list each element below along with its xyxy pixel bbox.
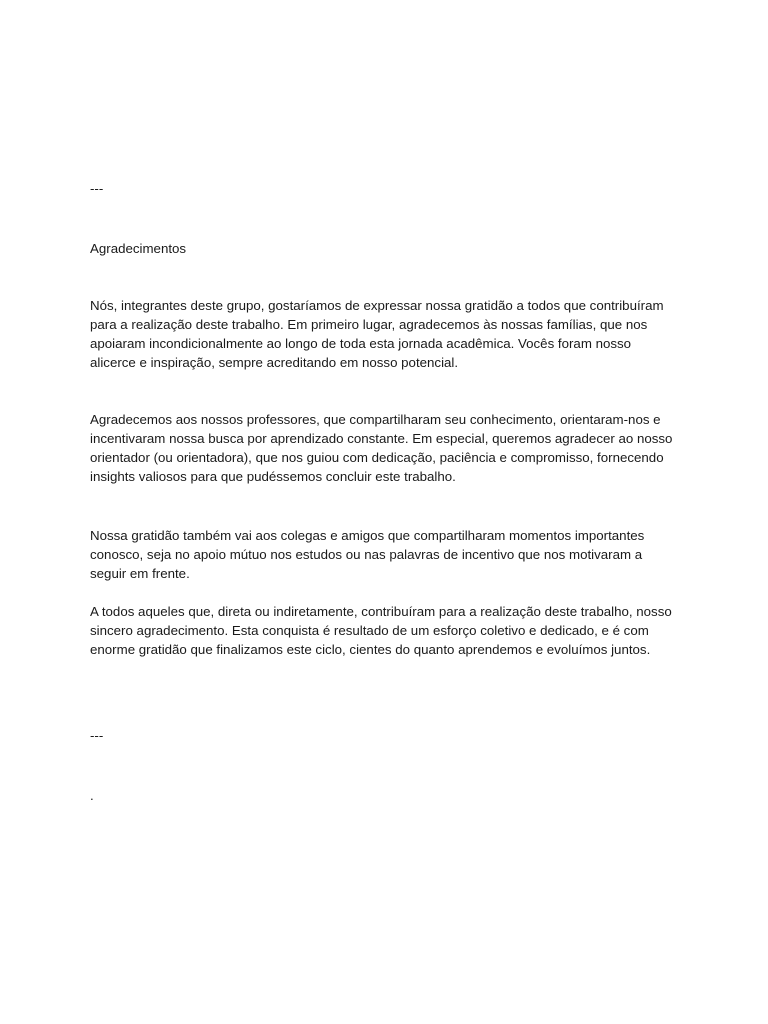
separator-top: --- bbox=[90, 181, 104, 196]
paragraph-everyone: A todos aqueles que, direta ou indiretamente, contribuíram para a realização deste trabalho, nosso sincero agradecimento. Esta conquista é resultado de um esforço coletivo e dedicado, e é com enorme gratidão que finalizamos este ciclo, cientes do quanto aprendemos e evoluímos juntos. bbox=[90, 604, 672, 657]
paragraph-professors: Agradecemos aos nossos professores, que compartilharam seu conhecimento, orientaram-nos e incentivaram nossa busca por aprendizado constante. Em especial, queremos agradecer ao nosso orientador (ou orientadora), que nos guiou com dedicação, paciência e compromisso, fornecendo insights valiosos para que pudéssemos concluir este trabalho. bbox=[90, 412, 673, 484]
paragraph-colleagues: Nossa gratidão também vai aos colegas e amigos que compartilharam momentos importantes conosco, seja no apoio mútuo nos estudos ou nas palavras de incentivo que nos motivaram a seguir em frente. bbox=[90, 528, 645, 581]
trailing-mark: . bbox=[90, 788, 94, 803]
separator-bottom: --- bbox=[90, 728, 104, 743]
page-title: Agradecimentos bbox=[90, 241, 187, 256]
paragraph-families: Nós, integrantes deste grupo, gostaríamos de expressar nossa gratidão a todos que contribuíram para a realização deste trabalho. Em primeiro lugar, agradecemos às nossas famílias, que nos apoiaram incondicionalmente ao longo de toda esta jornada acadêmica. Vocês foram nosso alicerce e inspiração, sempre acreditando em nosso potencial. bbox=[90, 298, 664, 370]
